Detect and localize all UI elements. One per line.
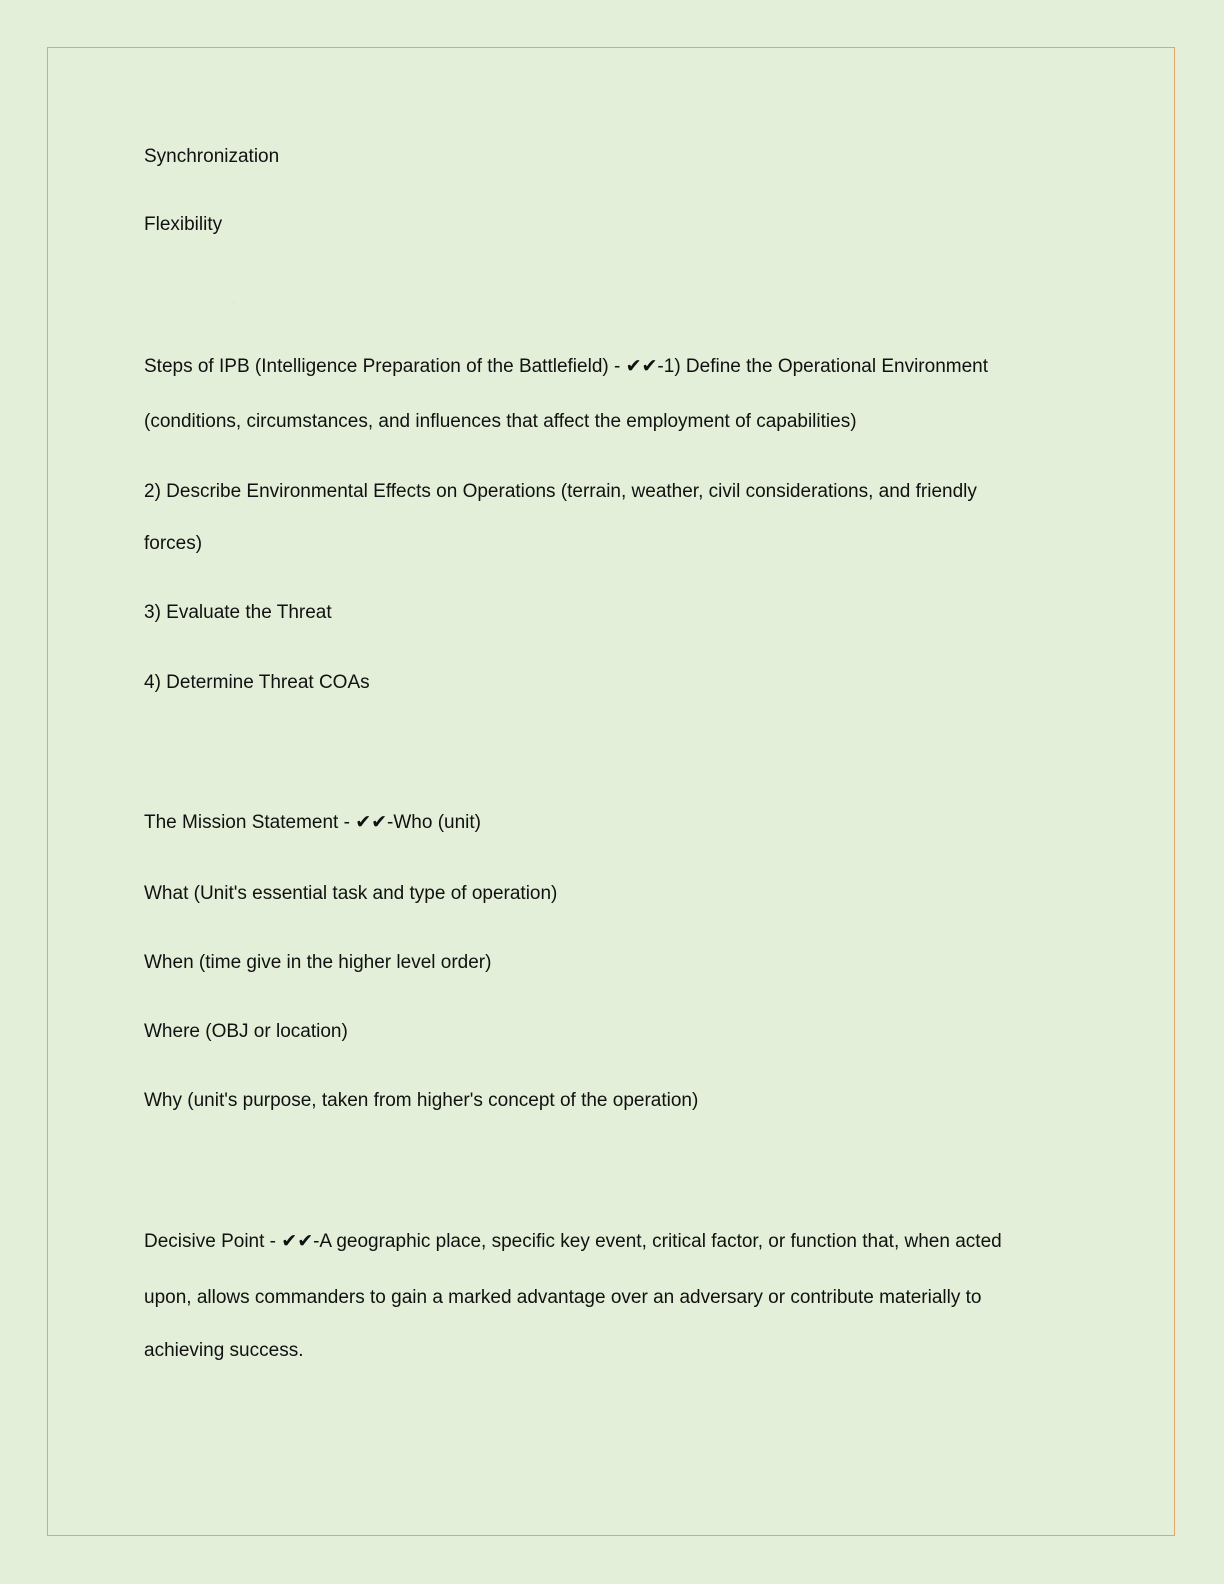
stray-dot — [233, 302, 234, 303]
page-border — [47, 47, 1175, 1536]
mission-statement-heading: The Mission Statement - ✔✔-Who (unit) — [144, 812, 481, 833]
mission-what: What (Unit's essential task and type of operation) — [144, 883, 558, 904]
ipb-step-2: 2) Describe Environmental Effects on Operations (terrain, weather, civil considerations, and friendly — [144, 481, 977, 502]
ipb-line-conditions: (conditions, circumstances, and influences that affect the employment of capabilities) — [144, 411, 857, 432]
text-line-synchronization: Synchronization — [144, 146, 280, 167]
decisive-point-end: achieving success. — [144, 1340, 304, 1361]
mission-when: When (time give in the higher level order) — [144, 952, 492, 973]
decisive-point-heading: Decisive Point - ✔✔-A geographic place, specific key event, critical factor, or function that, when acted — [144, 1231, 1002, 1252]
ipb-step-3: 3) Evaluate the Threat — [144, 602, 332, 623]
text-line-flexibility: Flexibility — [144, 214, 223, 235]
mission-why: Why (unit's purpose, taken from higher's concept of the operation) — [144, 1090, 699, 1111]
ipb-step-4: 4) Determine Threat COAs — [144, 672, 370, 693]
ipb-heading-line: Steps of IPB (Intelligence Preparation of the Battlefield) - ✔✔-1) Define the Operational Environment — [144, 356, 988, 377]
mission-where: Where (OBJ or location) — [144, 1021, 348, 1042]
decisive-point-continued: upon, allows commanders to gain a marked advantage over an adversary or contribute materially to — [144, 1287, 982, 1308]
ipb-step-2-continued: forces) — [144, 533, 203, 554]
